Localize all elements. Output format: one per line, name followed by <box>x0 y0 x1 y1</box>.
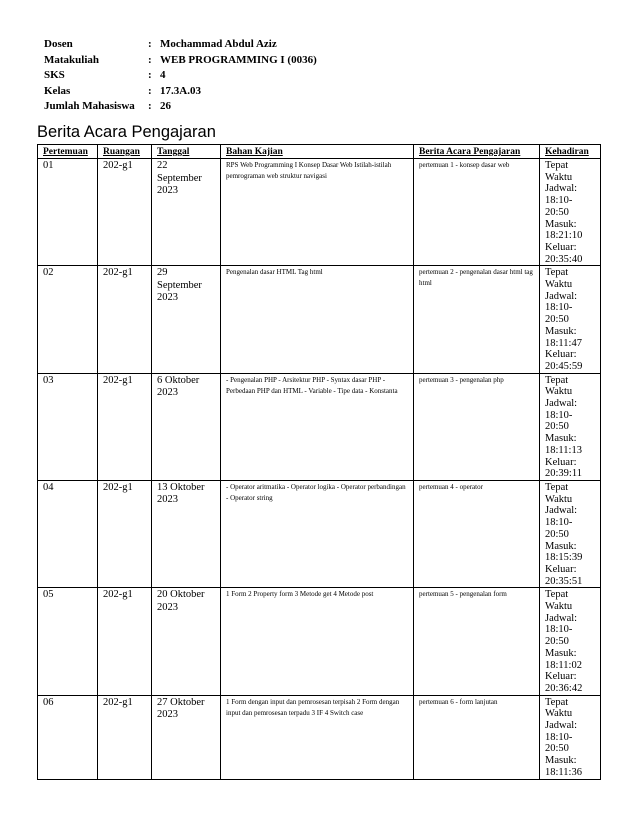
kehadiran-line: 18:10- <box>545 624 573 636</box>
kehadiran-line: Waktu <box>545 493 573 505</box>
cell-kehadiran <box>540 588 601 695</box>
kehadiran-line: Masuk: <box>545 540 577 552</box>
kehadiran-line: 20:50 <box>545 314 569 326</box>
info-label: SKS <box>44 69 65 81</box>
table-row <box>38 159 601 266</box>
col-header-berita-acara: Berita Acara Pengajaran <box>414 145 540 159</box>
kehadiran-line: Waktu <box>545 601 573 613</box>
info-value: 17.3A.03 <box>160 84 201 97</box>
kehadiran-line: 18:10- <box>545 517 573 529</box>
kehadiran-line: Tepat <box>545 481 569 493</box>
kehadiran-line: Jadwal: <box>545 398 578 410</box>
cell-berita-acara: pertemuan 5 - pengenalan form <box>414 588 540 695</box>
cell-bahan-kajian: - Pengenalan PHP - Arsitektur PHP - Syntax dasar PHP - Perbedaan PHP dan HTML - Variable - Tipe data - Konstanta <box>221 373 414 480</box>
kehadiran-line: 20:35:40 <box>545 253 583 265</box>
kehadiran-line: 18:10- <box>545 302 573 314</box>
kehadiran-line: 20:50 <box>545 636 569 648</box>
kehadiran-line: Keluar: <box>545 349 577 361</box>
info-label: Kelas <box>44 84 71 97</box>
kehadiran-line: 18:15:39 <box>545 552 583 564</box>
cell-kehadiran <box>540 695 601 779</box>
col-header-ruangan: Ruangan <box>98 145 152 159</box>
cell-kehadiran <box>540 266 601 373</box>
kehadiran-line: Keluar: <box>545 563 577 575</box>
info-row <box>44 68 317 84</box>
info-row <box>44 37 317 53</box>
info-value: WEB PROGRAMMING I (0036) <box>160 53 317 66</box>
info-row <box>44 53 317 69</box>
cell-bahan-kajian: RPS Web Programming I Konsep Dasar Web Istilah-istilah pemrograman web struktur navigasi <box>221 159 414 266</box>
kehadiran-line: Tepat <box>545 267 569 279</box>
kehadiran-line: Keluar: <box>545 241 577 253</box>
cell-pertemuan: 05 <box>38 588 98 695</box>
kehadiran-line: 18:11:13 <box>545 444 582 456</box>
cell-pertemuan: 01 <box>38 159 98 266</box>
info-colon: : <box>148 53 152 66</box>
kehadiran-line: 18:11:36 <box>545 766 582 778</box>
cell-ruangan: 202-g1 <box>98 373 152 480</box>
kehadiran-line: Waktu <box>545 279 573 291</box>
cell-pertemuan: 04 <box>38 480 98 587</box>
kehadiran-line: Masuk: <box>545 218 577 230</box>
cell-tanggal: 22 September 2023 <box>152 159 221 266</box>
info-colon: : <box>148 100 152 112</box>
kehadiran-line: Masuk: <box>545 325 577 337</box>
cell-berita-acara: pertemuan 3 - pengenalan php <box>414 373 540 480</box>
kehadiran-line: 18:11:02 <box>545 659 582 671</box>
cell-tanggal: 13 Oktober 2023 <box>152 480 221 587</box>
section-title: Berita Acara Pengajaran <box>37 123 216 141</box>
info-value: 26 <box>160 100 171 112</box>
kehadiran-line: 20:50 <box>545 206 569 218</box>
cell-berita-acara: pertemuan 6 - form lanjutan <box>414 695 540 779</box>
cell-ruangan: 202-g1 <box>98 480 152 587</box>
info-colon: : <box>148 69 152 81</box>
kehadiran-line: 20:35:51 <box>545 575 583 587</box>
cell-berita-acara: pertemuan 1 - konsep dasar web <box>414 159 540 266</box>
kehadiran-line: 20:45:59 <box>545 360 583 372</box>
info-label: Jumlah Mahasiswa <box>44 100 135 112</box>
kehadiran-line: 18:10- <box>545 195 573 207</box>
col-header-bahan-kajian: Bahan Kajian <box>221 145 414 159</box>
kehadiran-line: Waktu <box>545 708 573 720</box>
kehadiran-line: Jadwal: <box>545 505 578 517</box>
table-body <box>38 159 601 780</box>
kehadiran-line: 20:50 <box>545 743 569 755</box>
cell-tanggal: 29 September 2023 <box>152 266 221 373</box>
kehadiran-line: Keluar: <box>545 456 577 468</box>
cell-bahan-kajian: - Operator aritmatika - Operator logika - Operator perbandingan - Operator string <box>221 480 414 587</box>
kehadiran-line: 18:10- <box>545 409 573 421</box>
info-value: Mochammad Abdul Aziz <box>160 38 277 50</box>
cell-berita-acara: pertemuan 2 - pengenalan dasar html tag html <box>414 266 540 373</box>
info-row <box>44 99 317 115</box>
table-row <box>38 266 601 373</box>
info-value: 4 <box>160 69 166 81</box>
cell-pertemuan: 02 <box>38 266 98 373</box>
kehadiran-line: Keluar: <box>545 671 577 683</box>
kehadiran-line: Tepat <box>545 160 569 171</box>
kehadiran-line: 20:39:11 <box>545 468 582 480</box>
kehadiran-line: 20:36:42 <box>545 682 583 694</box>
info-label: Dosen <box>44 38 73 50</box>
info-colon: : <box>148 38 152 50</box>
info-row <box>44 84 317 100</box>
cell-ruangan: 202-g1 <box>98 695 152 779</box>
cell-ruangan: 202-g1 <box>98 588 152 695</box>
header-row <box>38 145 601 159</box>
kehadiran-line: Masuk: <box>545 755 577 767</box>
cell-ruangan: 202-g1 <box>98 159 152 266</box>
cell-tanggal: 27 Oktober 2023 <box>152 695 221 779</box>
cell-kehadiran <box>540 480 601 587</box>
col-header-tanggal: Tanggal <box>152 145 221 159</box>
table-row <box>38 695 601 779</box>
info-label: Matakuliah <box>44 53 100 66</box>
course-info <box>44 37 317 115</box>
cell-tanggal: 6 Oktober 2023 <box>152 373 221 480</box>
cell-pertemuan: 06 <box>38 695 98 779</box>
kehadiran-line: 18:10- <box>545 731 573 743</box>
kehadiran-line: 20:50 <box>545 421 569 433</box>
table-header <box>38 145 601 159</box>
kehadiran-line: 20:50 <box>545 528 569 540</box>
col-header-pertemuan: Pertemuan <box>38 145 98 159</box>
info-colon: : <box>148 84 152 97</box>
cell-pertemuan: 03 <box>38 373 98 480</box>
cell-kehadiran <box>540 159 601 266</box>
kehadiran-line: 18:21:10 <box>545 230 583 242</box>
kehadiran-line: Masuk: <box>545 647 577 659</box>
cell-tanggal: 20 Oktober 2023 <box>152 588 221 695</box>
kehadiran-line: 18:11:47 <box>545 337 582 349</box>
kehadiran-line: Tepat <box>545 589 569 601</box>
kehadiran-line: Jadwal: <box>545 612 578 624</box>
kehadiran-line: Jadwal: <box>545 290 578 302</box>
cell-bahan-kajian: 1 Form 2 Property form 3 Metode get 4 Metode post <box>221 588 414 695</box>
cell-bahan-kajian: 1 Form dengan input dan pemrosesan terpisah 2 Form dengan input dan pemrosesan terpadu 3 IF 4 Switch case <box>221 695 414 779</box>
kehadiran-line: Waktu <box>545 386 573 398</box>
table-row <box>38 480 601 587</box>
table-row <box>38 588 601 695</box>
cell-bahan-kajian: Pengenalan dasar HTML Tag html <box>221 266 414 373</box>
table-row <box>38 373 601 480</box>
kehadiran-line: Jadwal: <box>545 183 578 195</box>
kehadiran-line: Jadwal: <box>545 720 578 732</box>
kehadiran-line: Masuk: <box>545 433 577 445</box>
kehadiran-line: Tepat <box>545 374 569 386</box>
cell-berita-acara: pertemuan 4 - operator <box>414 480 540 587</box>
cell-kehadiran <box>540 373 601 480</box>
col-header-kehadiran: Kehadiran <box>540 145 601 159</box>
kehadiran-line: Tepat <box>545 696 569 708</box>
cell-ruangan: 202-g1 <box>98 266 152 373</box>
kehadiran-line: Waktu <box>545 171 573 183</box>
teaching-report-table <box>37 144 601 780</box>
